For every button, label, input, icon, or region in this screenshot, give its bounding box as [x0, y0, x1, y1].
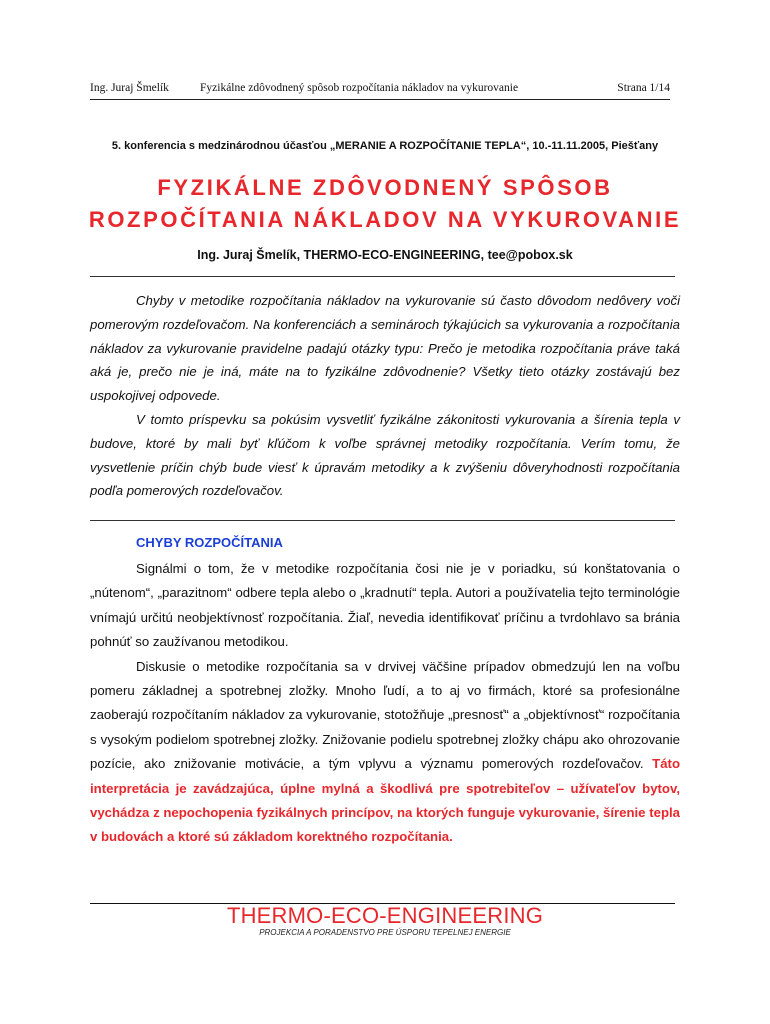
document-title-line-1: FYZIKÁLNE ZDÔVODNENÝ SPÔSOB — [157, 175, 613, 200]
abstract-bottom-divider — [90, 520, 675, 521]
abstract-top-divider — [90, 276, 675, 277]
conference-line: 5. konferencia s medzinárodnou účasťou „MERANIE A ROZPOČÍTANIE TEPLA“, 10.-11.11.2005, Piešťany — [111, 140, 659, 152]
section-heading: CHYBY ROZPOČÍTANIA — [136, 535, 283, 550]
header-author: Ing. Juraj Šmelík — [90, 82, 169, 94]
abstract — [90, 289, 680, 503]
abstract-paragraph: V tomto príspevku sa pokúsim vysvetliť fyzikálne zákonitosti vykurovania a šírenia tepla v budove, ktoré by mali byť kľúčom k voľbe správnej metodiky rozpočítania. Verím tomu, že vysvetlenie príčin chýb bude viesť k úpravám metodiky a k zvýšeniu dôveryhodnosti rozpočítania podľa pomerových rozdeľovačov. — [90, 411, 680, 499]
body-paragraph — [90, 655, 680, 850]
document-title-line-2: ROZPOČÍTANIA NÁKLADOV NA VYKUROVANIE — [88, 207, 682, 232]
header-divider — [90, 99, 670, 100]
highlighted-statement: Táto interpretácia je zavádzajúca, úplne mylná a škodlivá pre spotrebiteľov – užívateľov bytov, vychádza z nepochopenia fyzikálnych princípov, na ktorých funguje vykurovanie, šírenie tepla v budovách a ktoré sú základom korektného rozpočítania. — [90, 756, 680, 845]
footer-company-logo: THERMO-ECO-ENGINEERING — [226, 903, 544, 928]
body-text: Diskusie o metodike rozpočítania sa v drvivej väčšine prípadov obmedzujú len na voľbu pomeru základnej a spotrebnej zložky. Mnoho ľudí, a to aj vo firmách, ktoré sa profesionálne zaoberajú rozpočítaním nákladov za vykurovanie, stotožňuje „presnosť“ a „objektívnosť“ rozpočítania s vysokým podielom spotrebnej zložky. Znižovanie podielu spotrebnej zložky chápu ako ohrozovanie pozície, ako znižovanie motivácie, a tým vplyvu a významu pomerových rozdeľovačov. — [90, 658, 680, 772]
running-header — [90, 82, 670, 100]
header-title: Fyzikálne zdôvodnený spôsob rozpočítania nákladov na vykurovanie — [200, 82, 519, 94]
abstract-paragraph: Chyby v metodike rozpočítania nákladov na vykurovanie sú často dôvodom nedôvery voči pomerovým rozdeľovačom. Na konferenciách a seminároch týkajúcich sa vykurovania a rozpočítania nákladov za vykurovanie pravidelne padajú otázky typu: Prečo je metodika rozpočítania práve taká aká je, prečo nie je iná, máte na to fyzikálne zdôvodnenie? Všetky tieto otázky zostávajú bez uspokojivej odpovede. — [90, 293, 680, 404]
section-body — [90, 557, 680, 850]
header-page-number: Strana 1/14 — [617, 82, 670, 94]
footer-subtitle: PROJEKCIA A PORADENSTVO PRE ÚSPORU TEPELNEJ ENERGIE — [259, 928, 511, 937]
author-byline: Ing. Juraj Šmelík, THERMO-ECO-ENGINEERING, tee@pobox.sk — [197, 248, 573, 262]
body-paragraph: Signálmi o tom, že v metodike rozpočítania čosi nie je v poriadku, sú konštatovania o „nútenom“, „parazitnom“ odbere tepla alebo o „kradnutí“ tepla. Autori a používatelia tejto terminológie vnímajú určitú neobjektívnosť rozpočítania. Žiaľ, nevedia identifikovať príčinu a tvrdohlavo sa bránia pohnúť so zaužívanou metodikou. — [90, 561, 680, 650]
document-title — [60, 172, 710, 236]
